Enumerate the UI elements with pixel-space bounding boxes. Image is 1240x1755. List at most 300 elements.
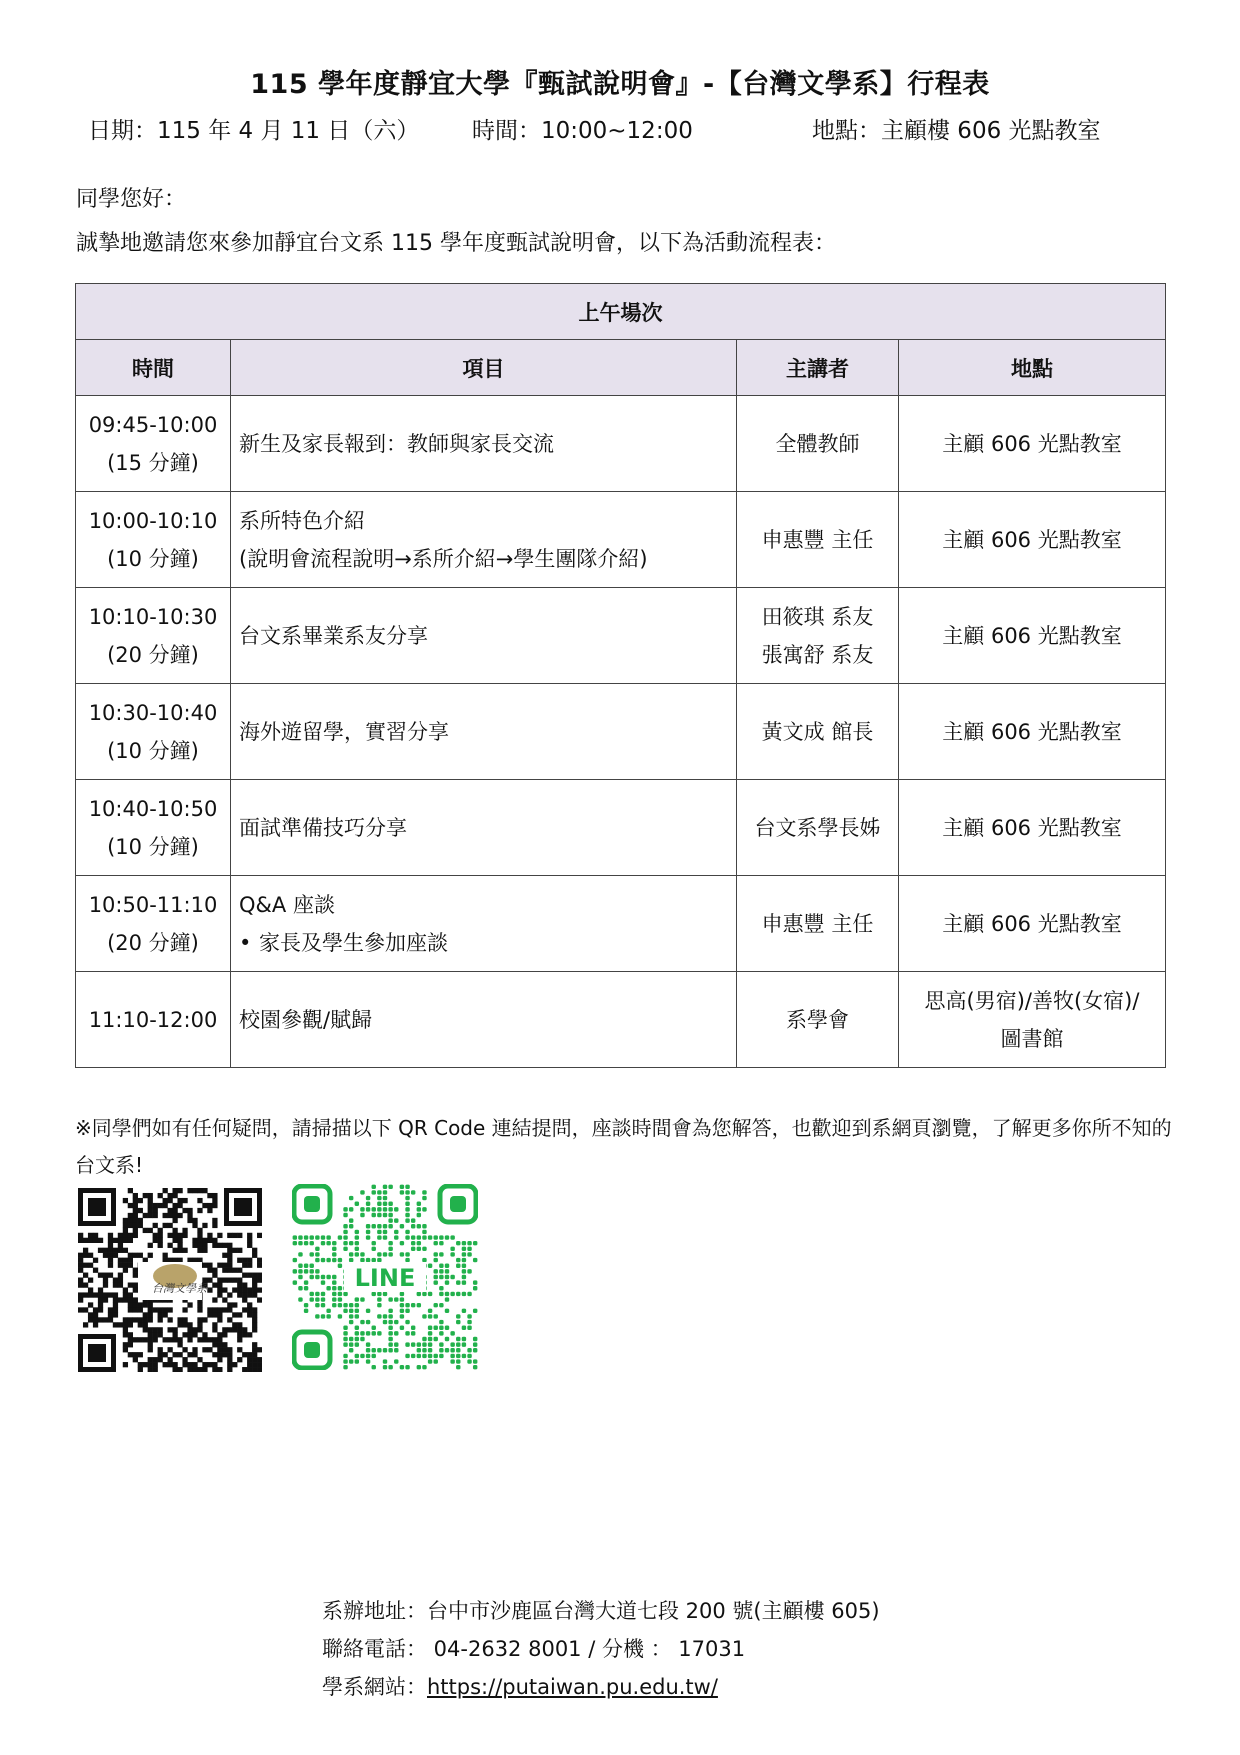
- qr-module: [366, 1230, 370, 1234]
- qr-module: [445, 1264, 449, 1268]
- qr-module: [326, 1314, 330, 1318]
- qr-module: [148, 1253, 153, 1258]
- dept-qr-code[interactable]: [78, 1188, 262, 1372]
- qr-module: [383, 1348, 387, 1352]
- qr-module: [411, 1190, 415, 1194]
- qr-module: [257, 1297, 262, 1302]
- qr-module: [197, 1208, 202, 1213]
- qr-module: [207, 1268, 212, 1273]
- session-header: 上午場次: [76, 284, 1166, 340]
- qr-module: [128, 1213, 133, 1218]
- qr-module: [298, 1286, 302, 1290]
- qr-module: [366, 1309, 370, 1313]
- qr-module: [473, 1348, 477, 1352]
- qr-module: [355, 1309, 359, 1313]
- qr-module: [247, 1362, 252, 1367]
- qr-module: [133, 1317, 138, 1322]
- qr-module: [247, 1273, 252, 1278]
- qr-module: [388, 1207, 392, 1211]
- qr-finder-top-right: [224, 1188, 262, 1226]
- qr-module: [212, 1198, 217, 1203]
- qr-module: [158, 1243, 163, 1248]
- qr-module: [422, 1342, 426, 1346]
- qr-module: [439, 1241, 443, 1245]
- qr-module: [103, 1317, 108, 1322]
- qr-module: [123, 1287, 128, 1292]
- qr-module: [355, 1247, 359, 1251]
- qr-module: [207, 1347, 212, 1352]
- qr-module: [456, 1365, 460, 1369]
- qr-module: [372, 1207, 376, 1211]
- table-row: [76, 588, 1166, 684]
- qr-module: [338, 1264, 342, 1268]
- item-text: Q&A 座談: [239, 892, 335, 917]
- qr-module: [123, 1233, 128, 1238]
- qr-module: [148, 1208, 153, 1213]
- qr-module: [422, 1354, 426, 1358]
- location-text: 主顧 606 光點教室: [942, 815, 1122, 840]
- qr-module: [88, 1302, 93, 1307]
- qr-module: [252, 1317, 257, 1322]
- qr-module: [232, 1322, 237, 1327]
- qr-module: [394, 1235, 398, 1239]
- qr-module: [388, 1337, 392, 1341]
- qr-module: [434, 1354, 438, 1358]
- qr-module: [222, 1278, 227, 1283]
- qr-module: [242, 1307, 247, 1312]
- qr-module: [462, 1280, 466, 1284]
- line-logo-text: LINE: [354, 1264, 416, 1292]
- qr-module: [321, 1258, 325, 1262]
- qr-module: [366, 1258, 370, 1262]
- qr-module: [172, 1208, 177, 1213]
- qr-module: [187, 1367, 192, 1372]
- item-text: 新生及家長報到：教師與家長交流: [239, 431, 554, 456]
- qr-module: [78, 1292, 83, 1297]
- qr-module: [411, 1342, 415, 1346]
- qr-module: [227, 1347, 232, 1352]
- qr-module: [247, 1287, 252, 1292]
- qr-module: [88, 1253, 93, 1258]
- qr-module: [177, 1317, 182, 1322]
- time-range: 10:00-10:10: [88, 508, 218, 533]
- qr-module: [355, 1230, 359, 1234]
- qr-module: [108, 1258, 113, 1263]
- qr-module: [405, 1303, 409, 1307]
- duration: (10 分鐘): [107, 834, 199, 859]
- qr-module: [445, 1269, 449, 1273]
- qr-module: [128, 1292, 133, 1297]
- qr-module: [217, 1243, 222, 1248]
- qr-module: [343, 1213, 347, 1217]
- qr-module: [177, 1243, 182, 1248]
- qr-module: [439, 1303, 443, 1307]
- qr-module: [123, 1347, 128, 1352]
- qr-module: [187, 1218, 192, 1223]
- qr-module: [405, 1218, 409, 1222]
- qr-module: [343, 1247, 347, 1251]
- time-range: 09:45-10:00: [88, 412, 218, 437]
- qr-module: [257, 1263, 262, 1268]
- qr-module: [405, 1235, 409, 1239]
- qr-module: [383, 1235, 387, 1239]
- qr-module: [377, 1196, 381, 1200]
- qr-module: [158, 1347, 163, 1352]
- qr-module: [247, 1292, 252, 1297]
- qr-module: [237, 1258, 242, 1263]
- qr-module: [207, 1263, 212, 1268]
- qr-module: [366, 1331, 370, 1335]
- qr-module: [388, 1320, 392, 1324]
- qr-module: [128, 1253, 133, 1258]
- location-cell: [899, 588, 1166, 684]
- qr-module: [168, 1193, 173, 1198]
- qr-module: [172, 1362, 177, 1367]
- qr-module: [326, 1235, 330, 1239]
- qr-module: [83, 1322, 88, 1327]
- qr-module: [113, 1278, 118, 1283]
- qr-module: [133, 1213, 138, 1218]
- qr-module: [212, 1218, 217, 1223]
- dept-logo-text: 台灣文學系: [152, 1282, 207, 1295]
- time-cell: [76, 396, 231, 492]
- qr-module: [428, 1331, 432, 1335]
- qr-module: [242, 1282, 247, 1287]
- qr-module: [187, 1302, 192, 1307]
- qr-module: [153, 1337, 158, 1342]
- qr-module: [217, 1263, 222, 1268]
- qr-finder-bottom-left: [78, 1334, 116, 1372]
- table-row: [76, 972, 1166, 1068]
- qr-module: [428, 1326, 432, 1330]
- qr-module: [168, 1208, 173, 1213]
- qr-module: [222, 1268, 227, 1273]
- qr-module: [237, 1332, 242, 1337]
- column-header-speaker: 主講者: [737, 340, 899, 396]
- qr-module: [182, 1322, 187, 1327]
- qr-module: [445, 1297, 449, 1301]
- speaker-cell: [737, 492, 899, 588]
- qr-module: [349, 1314, 353, 1318]
- qr-module: [88, 1317, 93, 1322]
- qr-module: [293, 1269, 297, 1273]
- qr-module: [123, 1268, 128, 1273]
- qr-module: [123, 1322, 128, 1327]
- qr-module: [315, 1235, 319, 1239]
- qr-module: [372, 1224, 376, 1228]
- qr-module: [222, 1263, 227, 1268]
- qr-module: [417, 1207, 421, 1211]
- qr-module: [405, 1213, 409, 1217]
- qr-module: [113, 1282, 118, 1287]
- qr-module: [257, 1362, 262, 1367]
- qr-finder-center: [304, 1196, 320, 1212]
- qr-module: [113, 1312, 118, 1317]
- qr-module: [422, 1337, 426, 1341]
- qr-module: [366, 1342, 370, 1346]
- qr-module: [108, 1243, 113, 1248]
- qr-module: [128, 1263, 133, 1268]
- qr-module: [394, 1320, 398, 1324]
- qr-module: [217, 1307, 222, 1312]
- qr-module: [217, 1357, 222, 1362]
- qr-module: [257, 1357, 262, 1362]
- qr-module: [428, 1235, 432, 1239]
- qr-module: [445, 1235, 449, 1239]
- qr-module: [366, 1196, 370, 1200]
- qr-module: [182, 1198, 187, 1203]
- qr-module: [321, 1303, 325, 1307]
- qr-module: [450, 1275, 454, 1279]
- qr-module: [388, 1213, 392, 1217]
- qr-module: [394, 1207, 398, 1211]
- qr-module: [304, 1280, 308, 1284]
- qr-module: [148, 1228, 153, 1233]
- qr-module: [321, 1280, 325, 1284]
- qr-module: [417, 1342, 421, 1346]
- qr-module: [108, 1263, 113, 1268]
- qr-module: [148, 1193, 153, 1198]
- qr-module: [242, 1367, 247, 1372]
- qr-module: [232, 1302, 237, 1307]
- qr-module: [83, 1282, 88, 1287]
- qr-module: [123, 1258, 128, 1263]
- qr-module: [456, 1337, 460, 1341]
- qr-module: [237, 1337, 242, 1342]
- qr-module: [242, 1287, 247, 1292]
- qr-module: [138, 1367, 143, 1372]
- qr-module: [388, 1218, 392, 1222]
- qr-module: [417, 1354, 421, 1358]
- qr-module: [377, 1331, 381, 1335]
- qr-module: [153, 1213, 158, 1218]
- qr-module: [343, 1207, 347, 1211]
- qr-module: [411, 1354, 415, 1358]
- website-link[interactable]: https://putaiwan.pu.edu.tw/: [427, 1675, 718, 1699]
- qr-module: [217, 1337, 222, 1342]
- qr-module: [456, 1292, 460, 1296]
- qr-module: [252, 1307, 257, 1312]
- qr-module: [383, 1213, 387, 1217]
- qr-module: [212, 1352, 217, 1357]
- qr-module: [187, 1208, 192, 1213]
- qr-module: [434, 1314, 438, 1318]
- qr-module: [411, 1247, 415, 1251]
- qr-module: [192, 1243, 197, 1248]
- duration: (15 分鐘): [107, 450, 199, 475]
- item-text: 校園參觀/賦歸: [239, 1007, 373, 1032]
- qr-module: [133, 1297, 138, 1302]
- qr-module: [88, 1278, 93, 1283]
- table-row: [76, 492, 1166, 588]
- qr-module: [158, 1193, 163, 1198]
- qr-module: [217, 1352, 222, 1357]
- qr-module: [227, 1302, 232, 1307]
- item-cell: [231, 780, 737, 876]
- qr-module: [293, 1280, 297, 1284]
- time-cell: [76, 780, 231, 876]
- qr-module: [332, 1252, 336, 1256]
- qr-module: [257, 1367, 262, 1372]
- qr-module: [383, 1314, 387, 1318]
- qr-module: [118, 1243, 123, 1248]
- qr-module: [217, 1317, 222, 1322]
- qr-module: [182, 1228, 187, 1233]
- qr-module: [133, 1193, 138, 1198]
- qr-module: [355, 1331, 359, 1335]
- qr-module: [293, 1258, 297, 1262]
- qr-module: [128, 1302, 133, 1307]
- qr-module: [143, 1317, 148, 1322]
- qr-module: [232, 1248, 237, 1253]
- qr-module: [168, 1317, 173, 1322]
- item-subtext: (說明會流程說明→系所介紹→學生團隊介紹): [239, 546, 648, 571]
- qr-module: [388, 1309, 392, 1313]
- qr-module: [355, 1342, 359, 1346]
- qr-module: [177, 1238, 182, 1243]
- item-cell: [231, 972, 737, 1068]
- qr-module: [326, 1309, 330, 1313]
- qr-module: [83, 1292, 88, 1297]
- qr-module: [148, 1362, 153, 1367]
- qr-module: [388, 1365, 392, 1369]
- qr-module: [417, 1235, 421, 1239]
- qr-module: [158, 1238, 163, 1243]
- qr-module: [377, 1207, 381, 1211]
- qr-module: [473, 1241, 477, 1245]
- qr-module: [103, 1248, 108, 1253]
- qr-module: [388, 1247, 392, 1251]
- qr-module: [349, 1337, 353, 1341]
- speaker-cell: [737, 588, 899, 684]
- qr-module: [217, 1347, 222, 1352]
- qr-module: [372, 1292, 376, 1296]
- qr-module: [172, 1337, 177, 1342]
- qr-module: [172, 1203, 177, 1208]
- qr-module: [227, 1327, 232, 1332]
- qr-module: [187, 1322, 192, 1327]
- qr-module: [153, 1223, 158, 1228]
- qr-module: [153, 1362, 158, 1367]
- qr-module: [434, 1337, 438, 1341]
- qr-module: [388, 1297, 392, 1301]
- qr-module: [133, 1268, 138, 1273]
- qr-module: [417, 1292, 421, 1296]
- qr-module: [192, 1347, 197, 1352]
- qr-module: [232, 1327, 237, 1332]
- qr-module: [123, 1218, 128, 1223]
- qr-module: [187, 1332, 192, 1337]
- qr-module: [372, 1354, 376, 1358]
- qr-module: [158, 1228, 163, 1233]
- qr-module: [138, 1208, 143, 1213]
- qr-module: [456, 1241, 460, 1245]
- qr-module: [212, 1322, 217, 1327]
- qr-module: [138, 1362, 143, 1367]
- qr-module: [118, 1263, 123, 1268]
- qr-module: [400, 1297, 404, 1301]
- time-cell: [76, 588, 231, 684]
- qr-module: [93, 1268, 98, 1273]
- qr-module: [343, 1326, 347, 1330]
- qr-module: [108, 1238, 113, 1243]
- qr-module: [434, 1280, 438, 1284]
- schedule-table: [75, 283, 1166, 1068]
- qr-module: [108, 1292, 113, 1297]
- qr-module: [168, 1233, 173, 1238]
- qr-module: [148, 1357, 153, 1362]
- qr-module: [187, 1213, 192, 1218]
- qr-module: [177, 1337, 182, 1342]
- qr-module: [113, 1297, 118, 1302]
- qr-module: [187, 1337, 192, 1342]
- qr-module: [326, 1241, 330, 1245]
- footer-website: [322, 1668, 880, 1706]
- qr-module: [450, 1252, 454, 1256]
- qr-module: [343, 1230, 347, 1234]
- qr-module: [377, 1348, 381, 1352]
- qr-module: [247, 1243, 252, 1248]
- qr-module: [343, 1342, 347, 1346]
- qr-module: [428, 1359, 432, 1363]
- qr-module: [462, 1264, 466, 1268]
- qr-module: [355, 1235, 359, 1239]
- qr-module: [252, 1273, 257, 1278]
- qr-module: [202, 1238, 207, 1243]
- qr-module: [456, 1354, 460, 1358]
- item-text: 台文系畢業系友分享: [239, 623, 428, 648]
- qr-module: [197, 1327, 202, 1332]
- item-cell: [231, 396, 737, 492]
- qr-module: [332, 1297, 336, 1301]
- qr-module: [473, 1337, 477, 1341]
- qr-module: [338, 1303, 342, 1307]
- qr-module: [197, 1302, 202, 1307]
- qr-module: [372, 1213, 376, 1217]
- qr-module: [467, 1359, 471, 1363]
- qr-module: [148, 1307, 153, 1312]
- qr-module: [252, 1312, 257, 1317]
- qr-module: [78, 1258, 83, 1263]
- qr-module: [473, 1280, 477, 1284]
- qr-module: [422, 1314, 426, 1318]
- qr-module: [192, 1327, 197, 1332]
- greeting-line-1: 同學您好：: [76, 187, 187, 212]
- time-range: 10:10-10:30: [88, 604, 218, 629]
- qr-module: [343, 1331, 347, 1335]
- qr-module: [450, 1235, 454, 1239]
- qr-module: [98, 1297, 103, 1302]
- qr-module: [257, 1273, 262, 1278]
- qr-module: [182, 1317, 187, 1322]
- qr-module: [207, 1278, 212, 1283]
- qr-module: [252, 1248, 257, 1253]
- qr-module: [366, 1202, 370, 1206]
- qr-module: [158, 1233, 163, 1238]
- qr-module: [422, 1247, 426, 1251]
- event-place: 地點：主顧樓 606 光點教室: [812, 118, 1101, 144]
- qr-module: [439, 1342, 443, 1346]
- qr-module: [202, 1188, 207, 1193]
- qr-module: [108, 1317, 113, 1322]
- line-qr-code[interactable]: [292, 1184, 478, 1370]
- qr-module: [360, 1320, 364, 1324]
- qr-module: [202, 1317, 207, 1322]
- qr-module: [143, 1302, 148, 1307]
- qr-module: [212, 1307, 217, 1312]
- qr-module: [355, 1314, 359, 1318]
- qr-module: [242, 1273, 247, 1278]
